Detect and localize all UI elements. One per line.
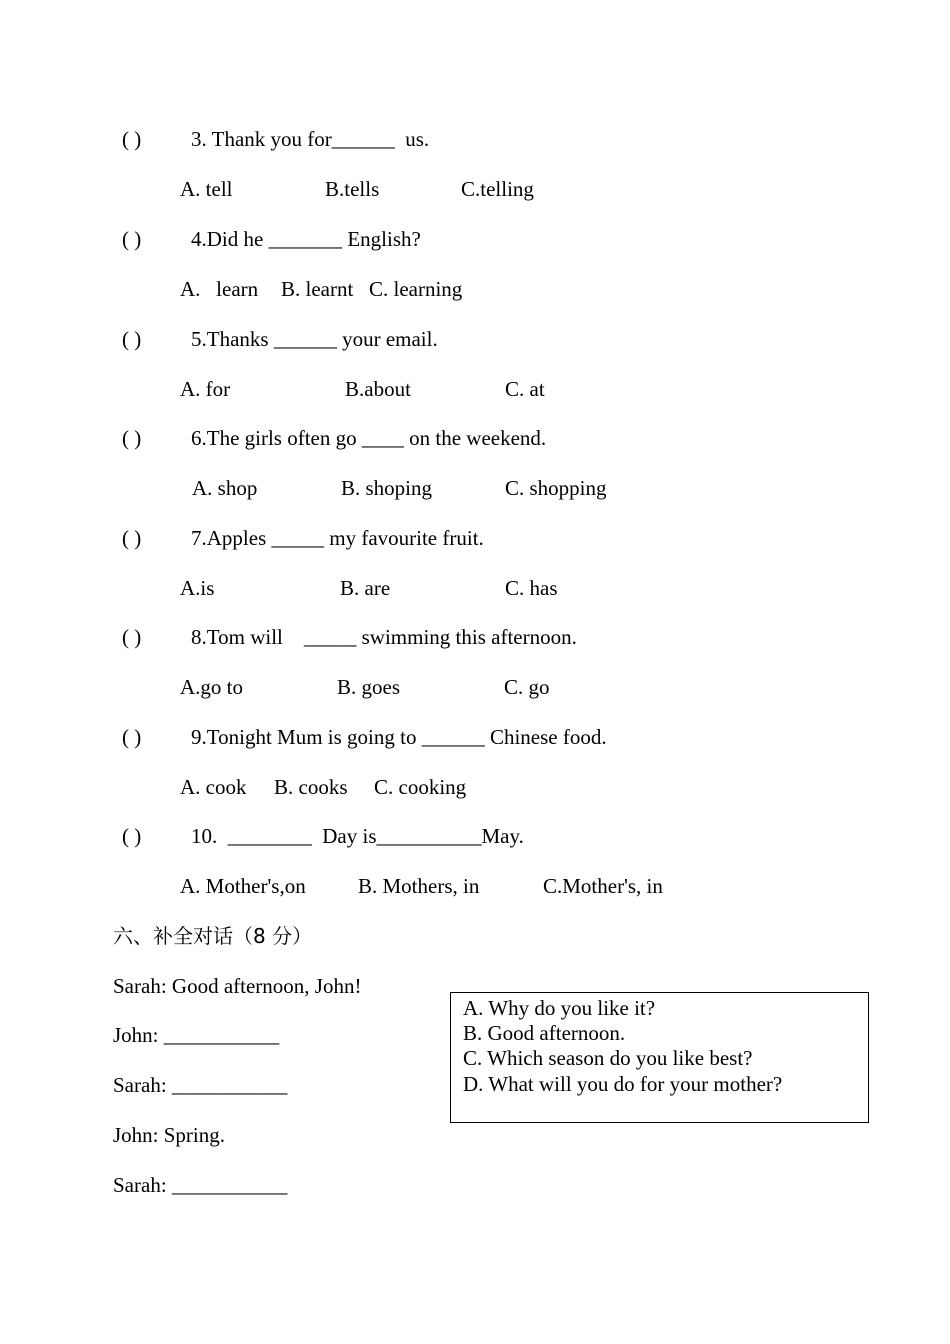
dialogue-line[interactable]: John: ___________: [113, 1023, 280, 1047]
option-b: B. cooks: [274, 775, 348, 799]
answer-paren[interactable]: ( ): [122, 227, 142, 251]
question-stem: 8.Tom will _____ swimming this afternoon.: [191, 625, 577, 649]
dialogue-line: John: Spring.: [113, 1123, 226, 1147]
answer-paren[interactable]: ( ): [122, 127, 142, 151]
option-b: B. goes: [337, 675, 400, 699]
choice-item: A. Why do you like it?: [463, 996, 656, 1020]
question-stem: 6.The girls often go ____ on the weekend.: [191, 426, 547, 450]
option-b: B. Mothers, in: [358, 874, 480, 898]
option-b: B.tells: [325, 177, 380, 201]
dialogue-line: Sarah: Good afternoon, John!: [113, 974, 362, 998]
option-c: C.Mother's, in: [543, 874, 663, 898]
option-a: A. Mother's,on: [180, 874, 306, 898]
option-b: B.about: [345, 377, 411, 401]
answer-paren[interactable]: ( ): [122, 526, 142, 550]
answer-paren[interactable]: ( ): [122, 824, 142, 848]
dialogue-line[interactable]: Sarah: ___________: [113, 1173, 288, 1197]
option-b: B. shoping: [341, 476, 433, 500]
answer-paren[interactable]: ( ): [122, 625, 142, 649]
section-heading: 六、补全对话（8 分）: [113, 924, 313, 948]
option-c: C. go: [504, 675, 550, 699]
option-b: B. learnt: [281, 277, 354, 301]
answer-paren[interactable]: ( ): [122, 725, 142, 749]
option-c: C. cooking: [374, 775, 467, 799]
question-stem: 10. ________ Day is__________May.: [191, 824, 524, 848]
option-a: A.is: [180, 576, 215, 600]
option-c: C.telling: [461, 177, 534, 201]
question-stem: 4.Did he _______ English?: [191, 227, 421, 251]
answer-paren[interactable]: ( ): [122, 327, 142, 351]
option-c: C. at: [505, 377, 545, 401]
option-a: A. learn: [180, 277, 259, 301]
question-stem: 5.Thanks ______ your email.: [191, 327, 438, 351]
question-stem: 9.Tonight Mum is going to ______ Chinese food.: [191, 725, 607, 749]
question-stem: 7.Apples _____ my favourite fruit.: [191, 526, 484, 550]
dialogue-line[interactable]: Sarah: ___________: [113, 1073, 288, 1097]
choices-box: [450, 992, 869, 1123]
question-stem: 3. Thank you for______ us.: [191, 127, 430, 151]
option-c: C. shopping: [505, 476, 607, 500]
choice-item: C. Which season do you like best?: [463, 1046, 753, 1070]
option-c: C. learning: [369, 277, 463, 301]
option-a: A. tell: [180, 177, 233, 201]
option-b: B. are: [340, 576, 391, 600]
option-a: A.go to: [180, 675, 243, 699]
option-a: A. for: [180, 377, 231, 401]
choice-item: B. Good afternoon.: [463, 1021, 626, 1045]
option-c: C. has: [505, 576, 558, 600]
option-a: A. shop: [192, 476, 258, 500]
option-a: A. cook: [180, 775, 247, 799]
answer-paren[interactable]: ( ): [122, 426, 142, 450]
choice-item: D. What will you do for your mother?: [463, 1072, 783, 1096]
